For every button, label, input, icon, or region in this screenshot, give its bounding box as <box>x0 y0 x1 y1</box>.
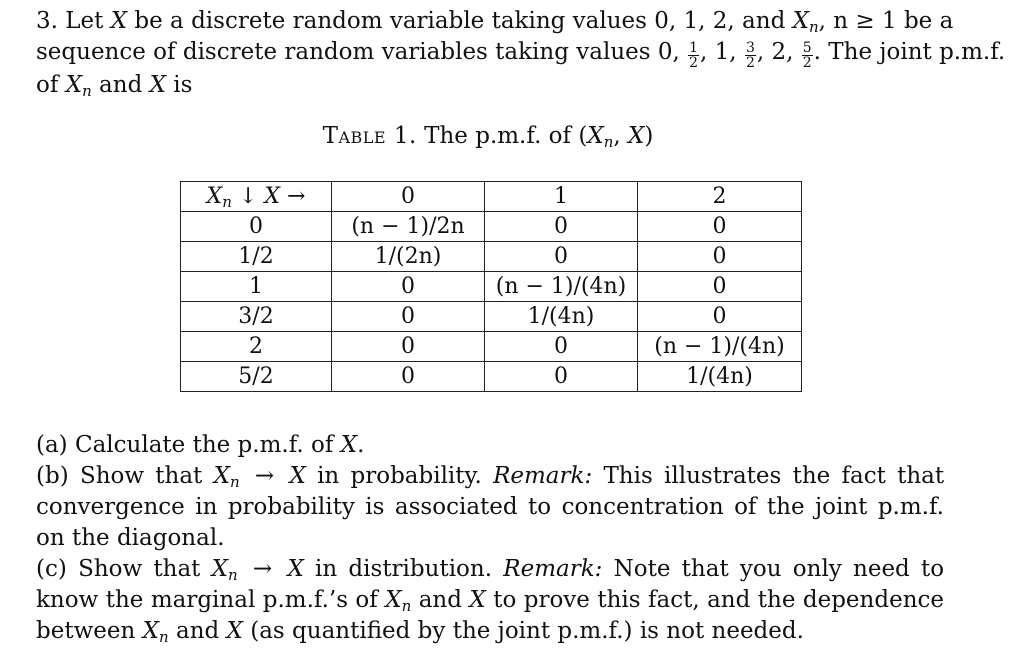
table-header-row <box>181 182 802 212</box>
table-cell: (n − 1)/(4n) <box>485 272 638 302</box>
table-cell: 0 <box>332 302 485 332</box>
joint-pmf-table <box>180 181 802 392</box>
down-arrow-icon: ↓ <box>238 183 258 209</box>
question-label: (a) <box>36 432 68 458</box>
intro-text: Let <box>65 8 104 34</box>
header-corner-cell: $X_n$ ↓ X → <box>181 182 332 212</box>
var-x: X <box>110 8 128 34</box>
intro-line-1 <box>36 6 954 37</box>
table-row <box>181 272 802 302</box>
var-xn: $X_n$ <box>385 587 412 615</box>
header-cell: 1 <box>485 182 638 212</box>
intro-text: , 2, <box>756 39 794 65</box>
caption-text: ) <box>644 123 654 149</box>
var-xn: $X_n$ <box>142 618 169 646</box>
intro-line-2 <box>36 37 1006 71</box>
table-cell: (n − 1)/(4n) <box>638 332 802 362</box>
convergence-arrow-icon: → <box>254 463 275 489</box>
remark-label: Remark: <box>493 463 593 489</box>
header-cell: 2 <box>638 182 802 212</box>
row-label-cell: 1 <box>181 272 332 302</box>
var-xn: $X_n$ <box>65 72 92 100</box>
problem-number: 3. <box>36 8 58 34</box>
table-cell: 0 <box>485 212 638 242</box>
table-cell: 1/(2n) <box>332 242 485 272</box>
table-row <box>181 242 802 272</box>
table-row <box>181 362 802 392</box>
table-row <box>181 332 802 362</box>
intro-text: . The joint p.m.f. <box>813 39 1006 65</box>
var-x: X <box>226 618 243 644</box>
question-c: (c) Show that $X_n \to X$ in distribution. Remark: Note that you only need to know the marginal p.m.f.’s of $X_n$ and X to prove this fact, and the dependence between $X_n$ and X (as quantified by the joint p.m.f.) is not needed. <box>36 556 945 646</box>
caption-label: Table 1. <box>322 123 417 149</box>
row-label-cell: 1/2 <box>181 242 332 272</box>
table-cell: 0 <box>332 272 485 302</box>
intro-text: be a discrete random variable taking values 0, 1, 2, and <box>134 8 786 34</box>
table-cell: 0 <box>332 332 485 362</box>
table-caption: Table 1. The p.m.f. of ($X_n$, X) <box>322 123 654 151</box>
table-cell: 0 <box>638 302 802 332</box>
intro-text: and <box>99 72 143 98</box>
intro-line-3 <box>36 70 946 101</box>
header-cell: 0 <box>332 182 485 212</box>
intro-text: , 1, <box>700 39 737 65</box>
intro-text: of <box>36 72 59 98</box>
table-cell: 0 <box>638 272 802 302</box>
var-xn: $X_n$ <box>587 123 614 151</box>
var-x: X <box>287 556 304 582</box>
questions <box>36 430 944 647</box>
caption-text: The p.m.f. of ( <box>424 123 588 149</box>
var-xn: $X_n$ <box>792 8 819 36</box>
n-condition: , n ≥ 1 <box>818 8 897 34</box>
intro-text: sequence of discrete random variables taking values 0, <box>36 39 680 65</box>
row-label-cell: 3/2 <box>181 302 332 332</box>
table-row <box>181 212 802 242</box>
var-xn: $X_n$ <box>213 463 240 491</box>
table-row <box>181 302 802 332</box>
var-x: X <box>469 587 486 613</box>
var-x: X <box>628 123 645 149</box>
table-cell: 0 <box>638 242 802 272</box>
question-label: (c) <box>36 556 67 582</box>
var-xn: $X_n$ <box>211 556 238 584</box>
question-label: (b) <box>36 463 69 489</box>
var-x: X <box>149 72 166 98</box>
table-cell: (n − 1)/2n <box>332 212 485 242</box>
var-x: X <box>340 432 358 458</box>
remark-label: Remark: <box>503 556 603 582</box>
table-cell: 0 <box>485 332 638 362</box>
table-cell: 1/(4n) <box>485 302 638 332</box>
row-label-cell: 2 <box>181 332 332 362</box>
convergence-arrow-icon: → <box>252 556 273 582</box>
right-arrow-icon: → <box>287 183 306 209</box>
problem-statement <box>36 6 1006 101</box>
fraction-three-halves: $\frac{3}{2}$ <box>745 40 755 71</box>
var-x: X <box>289 463 306 489</box>
table-cell: 0 <box>332 362 485 392</box>
fraction-five-halves: $\frac{5}{2}$ <box>802 40 812 71</box>
row-label-cell: 5/2 <box>181 362 332 392</box>
question-b: (b) Show that $X_n \to X$ in probability. Remark: This illustrates the fact that convergence in probability is associated to concentration of the joint p.m.f. on the diagonal. <box>36 463 945 551</box>
table-cell: 0 <box>638 212 802 242</box>
fraction-one-half: $\frac{1}{2}$ <box>689 40 699 71</box>
intro-text: be a <box>903 8 954 34</box>
row-label-cell: 0 <box>181 212 332 242</box>
question-a: (a) Calculate the p.m.f. of X. <box>36 432 365 458</box>
table-cell: 0 <box>485 362 638 392</box>
table-cell: 0 <box>485 242 638 272</box>
table-cell: 1/(4n) <box>638 362 802 392</box>
intro-text: is <box>173 72 193 98</box>
